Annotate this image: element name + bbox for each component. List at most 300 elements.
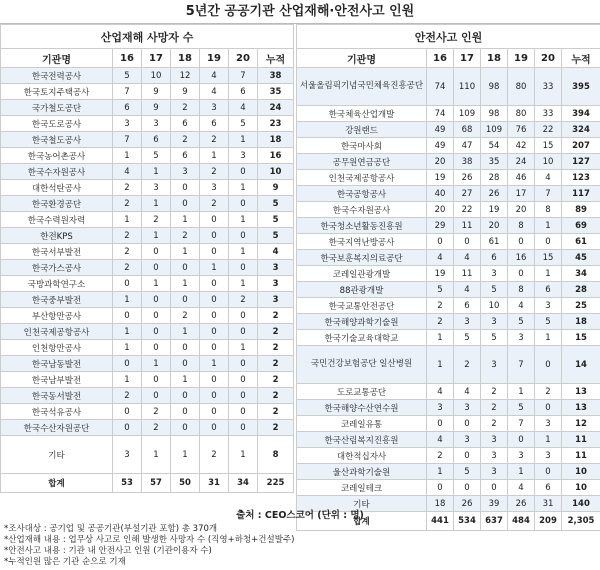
cumulative-cell: 45 bbox=[562, 250, 600, 266]
table-row bbox=[297, 218, 600, 234]
year-value-cell: 1 bbox=[229, 180, 258, 196]
total-value: 225 bbox=[258, 474, 294, 493]
table-row bbox=[1, 260, 294, 276]
year-value-cell: 0 bbox=[171, 356, 200, 372]
section-header-row bbox=[297, 25, 600, 49]
cumulative-cell: 2 bbox=[258, 356, 294, 372]
year-value-cell: 1 bbox=[508, 384, 535, 400]
org-name-cell: 기타 bbox=[297, 496, 427, 512]
org-name-cell: 한국청소년활동진흥원 bbox=[297, 218, 427, 234]
year-value-cell: 1 bbox=[142, 356, 171, 372]
footnotes bbox=[4, 524, 600, 568]
year-value-cell: 11 bbox=[454, 266, 481, 282]
year-value-cell: 0 bbox=[171, 420, 200, 436]
year-value-cell: 3 bbox=[454, 400, 481, 416]
column-header: 20 bbox=[535, 49, 562, 68]
year-value-cell: 0 bbox=[113, 420, 142, 436]
year-value-cell: 0 bbox=[171, 388, 200, 404]
org-name-cell: 한국서부발전 bbox=[1, 244, 113, 260]
year-value-cell: 10 bbox=[142, 68, 171, 84]
year-value-cell: 33 bbox=[535, 68, 562, 106]
year-value-cell: 6 bbox=[142, 132, 171, 148]
year-value-cell: 0 bbox=[535, 234, 562, 250]
year-value-cell: 5 bbox=[508, 314, 535, 330]
column-header: 기관명 bbox=[297, 49, 427, 68]
cumulative-cell: 8 bbox=[258, 436, 294, 474]
year-value-cell: 2 bbox=[454, 346, 481, 384]
year-value-cell: 9 bbox=[142, 100, 171, 116]
total-value: 637 bbox=[481, 512, 508, 531]
total-label: 합계 bbox=[1, 474, 113, 493]
year-value-cell: 7 bbox=[113, 132, 142, 148]
year-value-cell: 3 bbox=[535, 416, 562, 432]
org-name-cell: 국민건강보험공단 일산병원 bbox=[297, 346, 427, 384]
cumulative-cell: 2 bbox=[258, 340, 294, 356]
year-value-cell: 0 bbox=[200, 276, 229, 292]
table-row bbox=[1, 420, 294, 436]
org-name-cell: 한국동서발전 bbox=[1, 388, 113, 404]
column-header-row bbox=[297, 49, 600, 68]
org-name-cell: 인천항만공사 bbox=[1, 340, 113, 356]
org-name-cell: 기타 bbox=[1, 436, 113, 474]
cumulative-cell: 395 bbox=[562, 68, 600, 106]
table-row bbox=[1, 244, 294, 260]
year-value-cell: 0 bbox=[142, 324, 171, 340]
year-value-cell: 0 bbox=[229, 356, 258, 372]
table-row bbox=[297, 106, 600, 122]
org-name-cell: 한국수력원자력 bbox=[1, 212, 113, 228]
org-name-cell: 한국환경공단 bbox=[1, 196, 113, 212]
cumulative-cell: 61 bbox=[562, 234, 600, 250]
year-value-cell: 16 bbox=[508, 250, 535, 266]
table-row bbox=[297, 234, 600, 250]
year-value-cell: 3 bbox=[481, 314, 508, 330]
org-name-cell: 한국보훈복지의료공단 bbox=[297, 250, 427, 266]
year-value-cell: 110 bbox=[454, 68, 481, 106]
table-row bbox=[297, 314, 600, 330]
year-value-cell: 0 bbox=[142, 308, 171, 324]
table-row bbox=[297, 266, 600, 282]
cumulative-cell: 2 bbox=[258, 404, 294, 420]
year-value-cell: 20 bbox=[427, 202, 454, 218]
year-value-cell: 0 bbox=[229, 372, 258, 388]
year-value-cell: 3 bbox=[454, 432, 481, 448]
column-header: 19 bbox=[200, 49, 229, 68]
table-row bbox=[297, 480, 600, 496]
section-header-row bbox=[1, 25, 294, 49]
source-caption: 출처 : CEO스코어 (단위 : 명) bbox=[236, 510, 364, 521]
year-value-cell: 0 bbox=[200, 372, 229, 388]
year-value-cell: 1 bbox=[535, 432, 562, 448]
year-value-cell: 61 bbox=[481, 234, 508, 250]
column-header: 17 bbox=[454, 49, 481, 68]
year-value-cell: 31 bbox=[535, 496, 562, 512]
cumulative-cell: 35 bbox=[258, 84, 294, 100]
cumulative-cell: 25 bbox=[562, 298, 600, 314]
org-name-cell: 한국공항공사 bbox=[297, 186, 427, 202]
year-value-cell: 0 bbox=[200, 420, 229, 436]
table-row bbox=[1, 436, 294, 474]
year-value-cell: 0 bbox=[535, 464, 562, 480]
total-value: 50 bbox=[171, 474, 200, 493]
year-value-cell: 12 bbox=[171, 68, 200, 84]
year-value-cell: 33 bbox=[535, 106, 562, 122]
year-value-cell: 0 bbox=[229, 404, 258, 420]
year-value-cell: 74 bbox=[427, 106, 454, 122]
column-header: 누적 bbox=[562, 49, 600, 68]
org-name-cell: 코레일관광개발 bbox=[297, 266, 427, 282]
org-name-cell: 한국수자원공사 bbox=[1, 164, 113, 180]
year-value-cell: 17 bbox=[508, 186, 535, 202]
total-value: 534 bbox=[454, 512, 481, 531]
table-row bbox=[297, 346, 600, 384]
cumulative-cell: 117 bbox=[562, 186, 600, 202]
cumulative-cell: 4 bbox=[258, 244, 294, 260]
org-name-cell: 한국남부발전 bbox=[1, 372, 113, 388]
org-name-cell: 인천국제공항공사 bbox=[1, 324, 113, 340]
year-value-cell: 0 bbox=[508, 234, 535, 250]
year-value-cell: 1 bbox=[142, 164, 171, 180]
cumulative-cell: 34 bbox=[562, 266, 600, 282]
year-value-cell: 3 bbox=[171, 164, 200, 180]
org-name-cell: 한국석유공사 bbox=[1, 404, 113, 420]
org-name-cell: 한국토지주택공사 bbox=[1, 84, 113, 100]
total-value: 31 bbox=[200, 474, 229, 493]
year-value-cell: 20 bbox=[427, 154, 454, 170]
org-name-cell: 한국해양수산연수원 bbox=[297, 400, 427, 416]
year-value-cell: 1 bbox=[535, 330, 562, 346]
org-name-cell: 한국수자원공사 bbox=[297, 202, 427, 218]
year-value-cell: 0 bbox=[535, 346, 562, 384]
org-name-cell: 대한적십자사 bbox=[297, 448, 427, 464]
cumulative-cell: 69 bbox=[562, 218, 600, 234]
year-value-cell: 2 bbox=[113, 260, 142, 276]
org-name-cell: 국방과학연구소 bbox=[1, 276, 113, 292]
year-value-cell: 1 bbox=[171, 324, 200, 340]
cumulative-cell: 3 bbox=[258, 260, 294, 276]
year-value-cell: 2 bbox=[113, 244, 142, 260]
year-value-cell: 0 bbox=[508, 432, 535, 448]
year-value-cell: 7 bbox=[508, 346, 535, 384]
table-row bbox=[1, 372, 294, 388]
table-row bbox=[297, 170, 600, 186]
footnote: *산업재해 내용 : 업무상 사고로 인해 발생한 사망자 수 (직영+하청+건설발주) bbox=[4, 535, 295, 545]
year-value-cell: 1 bbox=[142, 276, 171, 292]
year-value-cell: 5 bbox=[229, 116, 258, 132]
year-value-cell: 5 bbox=[508, 400, 535, 416]
cumulative-cell: 324 bbox=[562, 122, 600, 138]
year-value-cell: 2 bbox=[113, 180, 142, 196]
year-value-cell: 0 bbox=[481, 480, 508, 496]
table-row bbox=[297, 464, 600, 480]
year-value-cell: 8 bbox=[535, 202, 562, 218]
year-value-cell: 4 bbox=[427, 250, 454, 266]
year-value-cell: 0 bbox=[142, 372, 171, 388]
column-header: 20 bbox=[229, 49, 258, 68]
column-header: 16 bbox=[113, 49, 142, 68]
table-row bbox=[1, 164, 294, 180]
cumulative-cell: 5 bbox=[258, 228, 294, 244]
year-value-cell: 0 bbox=[142, 340, 171, 356]
footnote: *누적인원 많은 기관 순으로 기재 bbox=[4, 557, 126, 567]
year-value-cell: 1 bbox=[229, 436, 258, 474]
year-value-cell: 6 bbox=[171, 148, 200, 164]
year-value-cell: 3 bbox=[113, 436, 142, 474]
org-name-cell: 한국마사회 bbox=[297, 138, 427, 154]
year-value-cell: 0 bbox=[508, 266, 535, 282]
year-value-cell: 11 bbox=[454, 218, 481, 234]
year-value-cell: 3 bbox=[454, 314, 481, 330]
year-value-cell: 2 bbox=[113, 196, 142, 212]
org-name-cell: 한국수산자원공단 bbox=[1, 420, 113, 436]
year-value-cell: 0 bbox=[427, 234, 454, 250]
year-value-cell: 5 bbox=[454, 464, 481, 480]
year-value-cell: 3 bbox=[508, 330, 535, 346]
year-value-cell: 0 bbox=[142, 292, 171, 308]
table-row bbox=[1, 324, 294, 340]
year-value-cell: 80 bbox=[508, 106, 535, 122]
table-row bbox=[297, 432, 600, 448]
year-value-cell: 46 bbox=[508, 170, 535, 186]
cumulative-cell: 13 bbox=[562, 400, 600, 416]
table-row bbox=[297, 416, 600, 432]
year-value-cell: 0 bbox=[229, 196, 258, 212]
column-header: 기관명 bbox=[1, 49, 113, 68]
table-row bbox=[297, 400, 600, 416]
year-value-cell: 26 bbox=[454, 496, 481, 512]
cumulative-cell: 10 bbox=[258, 164, 294, 180]
year-value-cell: 74 bbox=[427, 68, 454, 106]
table-row bbox=[297, 186, 600, 202]
year-value-cell: 1 bbox=[200, 148, 229, 164]
table-row bbox=[1, 228, 294, 244]
cumulative-cell: 15 bbox=[562, 330, 600, 346]
year-value-cell: 6 bbox=[535, 480, 562, 496]
year-value-cell: 4 bbox=[200, 68, 229, 84]
year-value-cell: 2 bbox=[200, 436, 229, 474]
year-value-cell: 1 bbox=[427, 346, 454, 384]
year-value-cell: 2 bbox=[427, 298, 454, 314]
year-value-cell: 1 bbox=[427, 464, 454, 480]
year-value-cell: 4 bbox=[427, 432, 454, 448]
cumulative-cell: 12 bbox=[562, 416, 600, 432]
org-name-cell: 한국기술교육대학교 bbox=[297, 330, 427, 346]
year-value-cell: 49 bbox=[427, 138, 454, 154]
year-value-cell: 5 bbox=[142, 148, 171, 164]
year-value-cell: 47 bbox=[454, 138, 481, 154]
year-value-cell: 4 bbox=[454, 282, 481, 298]
org-name-cell: 서울올림픽기념국민체육진흥공단 bbox=[297, 68, 427, 106]
year-value-cell: 2 bbox=[171, 308, 200, 324]
year-value-cell: 0 bbox=[171, 292, 200, 308]
year-value-cell: 15 bbox=[535, 138, 562, 154]
org-name-cell: 인천국제공항공사 bbox=[297, 170, 427, 186]
footnote: *안전사고 내용 : 기관 내 안전사고 인원 (기관이용자 수) bbox=[4, 546, 212, 556]
cumulative-cell: 3 bbox=[258, 276, 294, 292]
table-row bbox=[297, 298, 600, 314]
year-value-cell: 8 bbox=[508, 218, 535, 234]
year-value-cell: 26 bbox=[508, 496, 535, 512]
year-value-cell: 1 bbox=[113, 340, 142, 356]
year-value-cell: 6 bbox=[113, 100, 142, 116]
cumulative-cell: 10 bbox=[562, 464, 600, 480]
year-value-cell: 0 bbox=[171, 260, 200, 276]
year-value-cell: 5 bbox=[481, 282, 508, 298]
org-name-cell: 대한석탄공사 bbox=[1, 180, 113, 196]
year-value-cell: 98 bbox=[481, 68, 508, 106]
table-row bbox=[1, 276, 294, 292]
org-name-cell: 한국산림복지진흥원 bbox=[297, 432, 427, 448]
year-value-cell: 0 bbox=[229, 228, 258, 244]
total-value: 2,305 bbox=[562, 512, 600, 531]
year-value-cell: 49 bbox=[427, 122, 454, 138]
year-value-cell: 3 bbox=[142, 116, 171, 132]
cumulative-cell: 38 bbox=[258, 68, 294, 84]
column-header: 16 bbox=[427, 49, 454, 68]
cumulative-cell: 140 bbox=[562, 496, 600, 512]
year-value-cell: 0 bbox=[200, 244, 229, 260]
year-value-cell: 26 bbox=[481, 186, 508, 202]
year-value-cell: 0 bbox=[200, 292, 229, 308]
year-value-cell: 2 bbox=[142, 212, 171, 228]
year-value-cell: 2 bbox=[113, 388, 142, 404]
year-value-cell: 3 bbox=[427, 400, 454, 416]
year-value-cell: 15 bbox=[535, 250, 562, 266]
year-value-cell: 0 bbox=[229, 164, 258, 180]
year-value-cell: 19 bbox=[427, 266, 454, 282]
table-row bbox=[1, 388, 294, 404]
org-name-cell: 국가철도공단 bbox=[1, 100, 113, 116]
year-value-cell: 3 bbox=[229, 148, 258, 164]
cumulative-cell: 24 bbox=[258, 100, 294, 116]
cumulative-cell: 2 bbox=[258, 388, 294, 404]
year-value-cell: 1 bbox=[171, 276, 200, 292]
year-value-cell: 18 bbox=[427, 496, 454, 512]
cumulative-cell: 5 bbox=[258, 212, 294, 228]
column-header: 누적 bbox=[258, 49, 294, 68]
total-value: 34 bbox=[229, 474, 258, 493]
year-value-cell: 3 bbox=[200, 180, 229, 196]
table-row bbox=[297, 202, 600, 218]
year-value-cell: 0 bbox=[113, 356, 142, 372]
year-value-cell: 0 bbox=[171, 196, 200, 212]
year-value-cell: 3 bbox=[481, 448, 508, 464]
cumulative-cell: 18 bbox=[258, 132, 294, 148]
cumulative-cell: 2 bbox=[258, 372, 294, 388]
org-name-cell: 한전KPS bbox=[1, 228, 113, 244]
year-value-cell: 2 bbox=[427, 448, 454, 464]
table-row bbox=[297, 448, 600, 464]
year-value-cell: 109 bbox=[481, 122, 508, 138]
year-value-cell: 0 bbox=[454, 480, 481, 496]
year-value-cell: 2 bbox=[200, 132, 229, 148]
year-value-cell: 0 bbox=[200, 404, 229, 420]
year-value-cell: 2 bbox=[200, 164, 229, 180]
year-value-cell: 3 bbox=[481, 464, 508, 480]
year-value-cell: 5 bbox=[454, 330, 481, 346]
column-header: 19 bbox=[508, 49, 535, 68]
year-value-cell: 1 bbox=[229, 212, 258, 228]
year-value-cell: 1 bbox=[113, 292, 142, 308]
org-name-cell: 울산과학기술원 bbox=[297, 464, 427, 480]
year-value-cell: 1 bbox=[142, 436, 171, 474]
year-value-cell: 2 bbox=[427, 314, 454, 330]
year-value-cell: 4 bbox=[427, 384, 454, 400]
year-value-cell: 20 bbox=[481, 218, 508, 234]
table-row bbox=[1, 212, 294, 228]
table-row bbox=[297, 384, 600, 400]
total-label: 합계 bbox=[297, 512, 427, 531]
year-value-cell: 5 bbox=[113, 68, 142, 84]
year-value-cell: 10 bbox=[481, 298, 508, 314]
year-value-cell: 2 bbox=[481, 384, 508, 400]
year-value-cell: 54 bbox=[481, 138, 508, 154]
year-value-cell: 1 bbox=[171, 212, 200, 228]
year-value-cell: 3 bbox=[535, 298, 562, 314]
year-value-cell: 4 bbox=[454, 384, 481, 400]
year-value-cell: 0 bbox=[142, 244, 171, 260]
year-value-cell: 3 bbox=[142, 180, 171, 196]
year-value-cell: 7 bbox=[508, 416, 535, 432]
table-row bbox=[1, 356, 294, 372]
year-value-cell: 5 bbox=[481, 330, 508, 346]
year-value-cell: 1 bbox=[535, 266, 562, 282]
year-value-cell: 22 bbox=[454, 202, 481, 218]
cumulative-cell: 2 bbox=[258, 308, 294, 324]
org-name-cell: 부산항만공사 bbox=[1, 308, 113, 324]
org-name-cell: 한국전력공사 bbox=[1, 68, 113, 84]
year-value-cell: 3 bbox=[535, 448, 562, 464]
column-header: 17 bbox=[142, 49, 171, 68]
table-row bbox=[1, 100, 294, 116]
year-value-cell: 0 bbox=[200, 388, 229, 404]
org-name-cell: 한국철도공사 bbox=[1, 132, 113, 148]
cumulative-cell: 23 bbox=[258, 116, 294, 132]
year-value-cell: 2 bbox=[481, 416, 508, 432]
table-row bbox=[1, 84, 294, 100]
year-value-cell: 0 bbox=[142, 388, 171, 404]
year-value-cell: 40 bbox=[427, 186, 454, 202]
table-row bbox=[1, 340, 294, 356]
year-value-cell: 76 bbox=[508, 122, 535, 138]
table-row bbox=[1, 196, 294, 212]
cumulative-cell: 11 bbox=[562, 448, 600, 464]
year-value-cell: 42 bbox=[508, 138, 535, 154]
page-title: 5년간 공공기관 산업재해·안전사고 인원 bbox=[0, 0, 600, 24]
year-value-cell: 0 bbox=[454, 416, 481, 432]
year-value-cell: 6 bbox=[535, 282, 562, 298]
year-value-cell: 0 bbox=[200, 228, 229, 244]
year-value-cell: 0 bbox=[454, 234, 481, 250]
total-value: 57 bbox=[142, 474, 171, 493]
year-value-cell: 2 bbox=[171, 100, 200, 116]
year-value-cell: 0 bbox=[200, 308, 229, 324]
cumulative-cell: 18 bbox=[562, 314, 600, 330]
industrial-accident-table bbox=[0, 24, 294, 493]
year-value-cell: 2 bbox=[142, 404, 171, 420]
year-value-cell: 6 bbox=[200, 116, 229, 132]
table-row bbox=[297, 330, 600, 346]
year-value-cell: 0 bbox=[113, 404, 142, 420]
year-value-cell: 80 bbox=[508, 68, 535, 106]
cumulative-cell: 394 bbox=[562, 106, 600, 122]
year-value-cell: 1 bbox=[200, 260, 229, 276]
year-value-cell: 4 bbox=[113, 164, 142, 180]
year-value-cell: 0 bbox=[113, 308, 142, 324]
year-value-cell: 8 bbox=[508, 282, 535, 298]
year-value-cell: 1 bbox=[229, 276, 258, 292]
year-value-cell: 0 bbox=[454, 448, 481, 464]
